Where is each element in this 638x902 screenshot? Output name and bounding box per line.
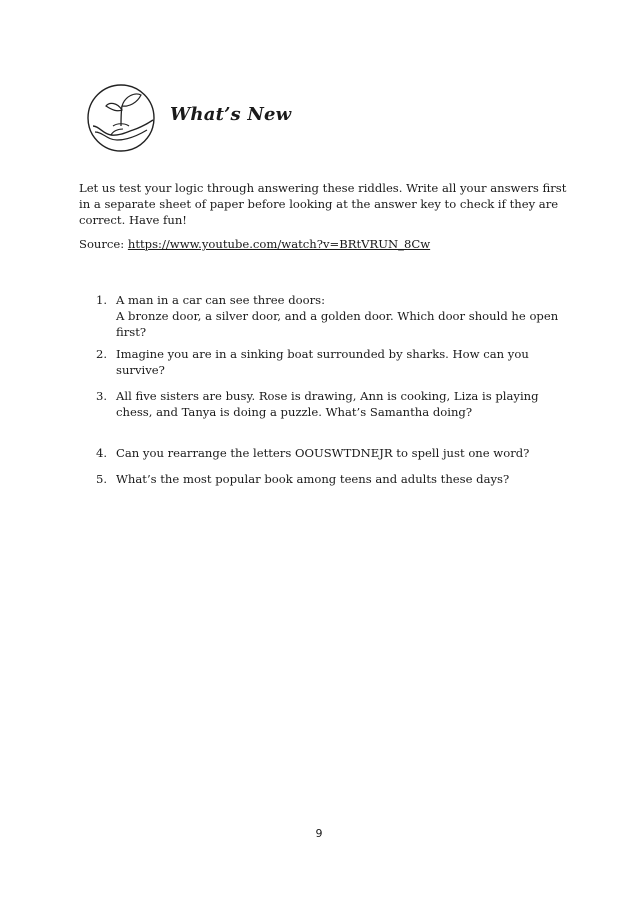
item-text: All five sisters are busy. Rose is drawing, Ann is cooking, Liza is playing chess, and Tanya is doing a puzzle. What’s Samantha doing? bbox=[116, 389, 539, 419]
item-number: 3. bbox=[96, 389, 108, 403]
item-number: 2. bbox=[96, 347, 108, 361]
hand-holding-seedling-icon bbox=[85, 82, 161, 154]
item-number: 4. bbox=[96, 446, 108, 460]
item-text: Imagine you are in a sinking boat surrounded by sharks. How can you survive? bbox=[116, 347, 529, 377]
item-text: Can you rearrange the letters OOUSWTDNEJR to spell just one word? bbox=[116, 446, 530, 460]
source-label: Source: bbox=[79, 237, 128, 251]
item-number: 1. bbox=[96, 293, 108, 307]
source-link[interactable]: https://www.youtube.com/watch?v=BRtVRUN_8Cw bbox=[127, 237, 431, 251]
page-number: 9 bbox=[315, 827, 323, 840]
source-line bbox=[79, 236, 430, 252]
item-text: What’s the most popular book among teens and adults these days? bbox=[116, 472, 510, 486]
section-title: What’s New bbox=[170, 104, 292, 125]
item-text: A man in a car can see three doors: A bronze door, a silver door, and a golden door. Which door should he open first? bbox=[116, 293, 559, 339]
item-number: 5. bbox=[96, 472, 108, 486]
intro-paragraph: Let us test your logic through answering these riddles. Write all your answers first in a separate sheet of paper before looking at the answer key to check if they are correct. Have fun! bbox=[79, 181, 567, 227]
